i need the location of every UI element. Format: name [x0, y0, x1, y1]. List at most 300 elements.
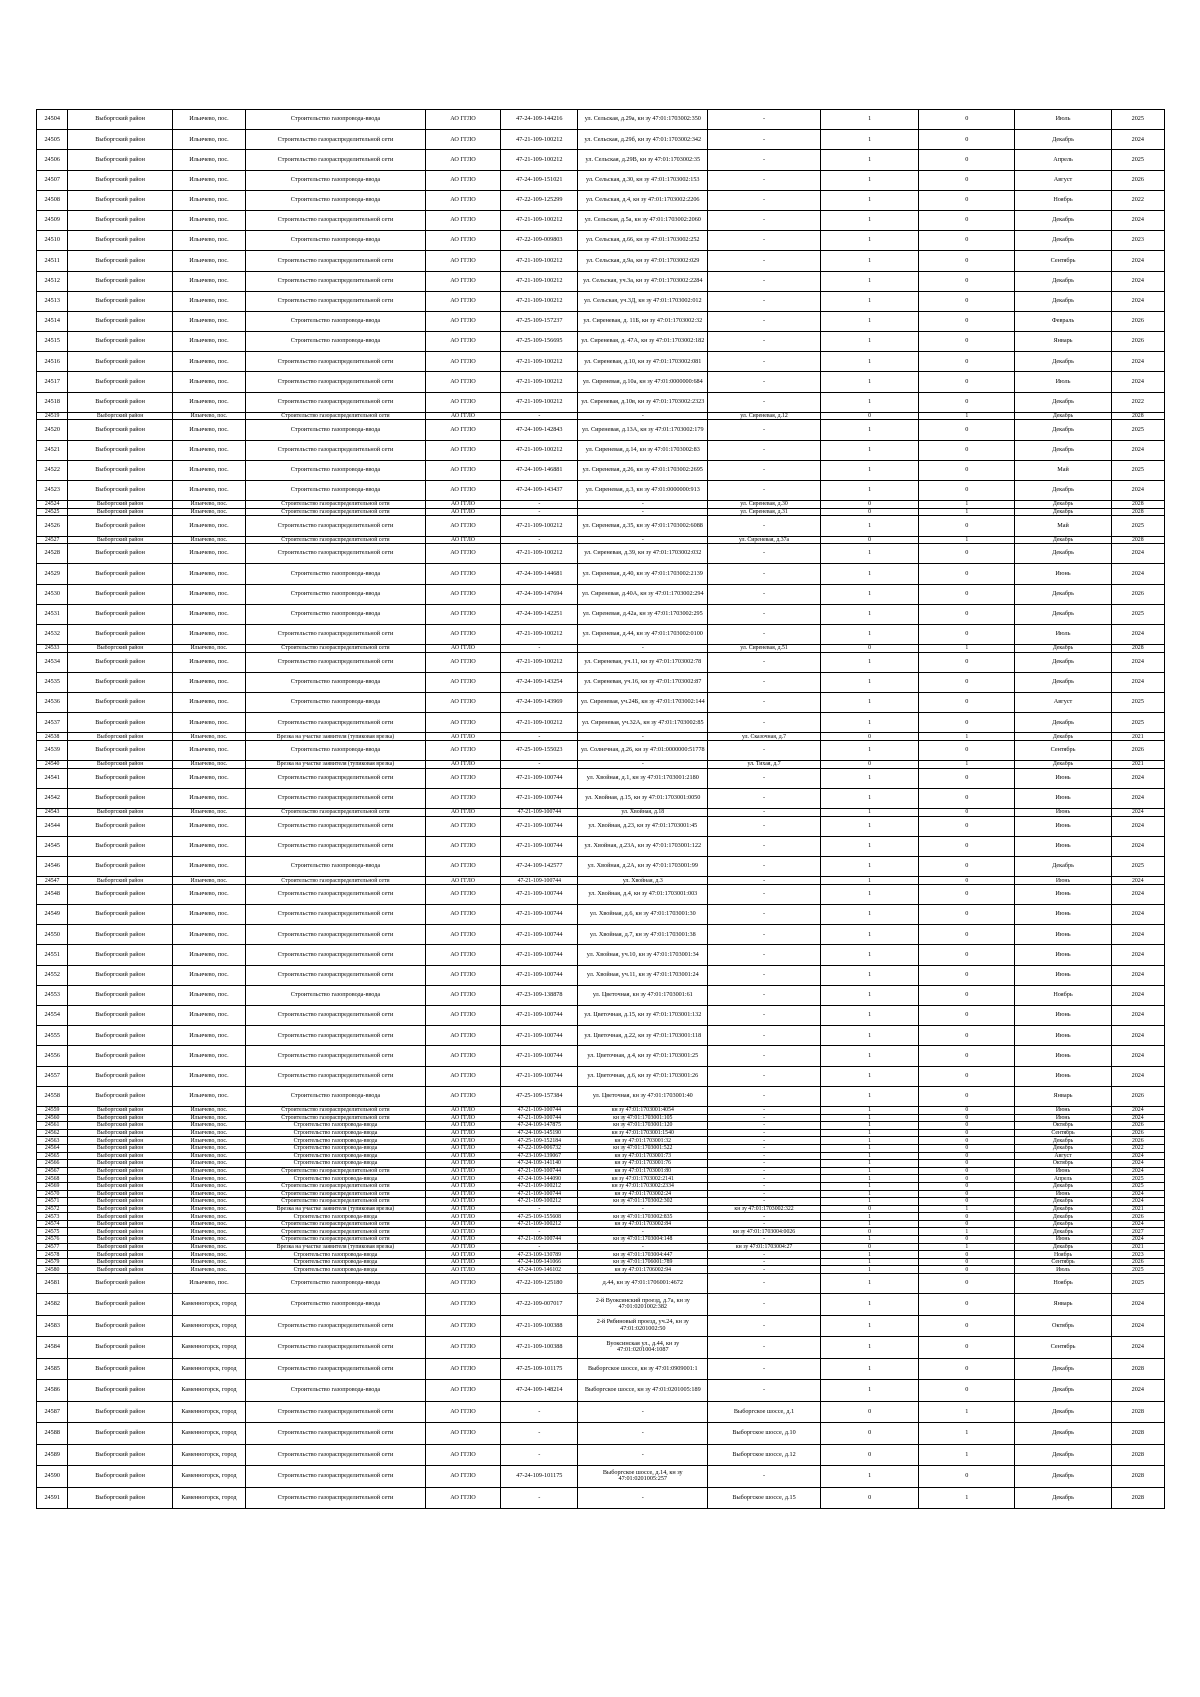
cell-count-b: 0: [919, 1144, 1015, 1152]
cell-work-type: Строительство газопровода-ввода: [246, 1144, 426, 1152]
cell-settlement: Ильичево, пос.: [172, 1251, 245, 1259]
cell-settlement: Ильичево, пос.: [172, 945, 245, 965]
cell-district: Выборгский район: [68, 1160, 173, 1168]
cell-count-b: 0: [919, 965, 1015, 985]
cell-address-cadastral: ул. Хвойная, д.1, кн зу 47:01:1703001:2180: [578, 768, 708, 788]
cell-row-number: 24520: [37, 420, 68, 440]
table-row: [37, 1182, 1165, 1190]
cell-address-cadastral: ул. Солнечная, д.26, кн зу 47:01:0000000:51778: [578, 741, 708, 761]
cell-district: Выборгский район: [68, 857, 173, 877]
cell-row-number: 24523: [37, 480, 68, 500]
cell-work-type: Строительство газопровода-ввода: [246, 857, 426, 877]
cell-count-a: 1: [821, 1122, 919, 1130]
cell-month: Июль: [1015, 1266, 1111, 1274]
cell-month: Май: [1015, 460, 1111, 480]
cell-work-type: Строительство газораспределительной сети: [246, 925, 426, 945]
cell-request-number: 47-21-109-100212: [501, 652, 578, 672]
table-row: [37, 788, 1165, 808]
table-row: [37, 768, 1165, 788]
table-row: [37, 1006, 1165, 1026]
cell-count-b: 0: [919, 392, 1015, 412]
table-row: [37, 130, 1165, 150]
cell-month: Июнь: [1015, 1190, 1111, 1198]
cell-row-number: 24567: [37, 1167, 68, 1175]
cell-year: 2028: [1111, 1401, 1164, 1423]
cell-count-b: 0: [919, 1182, 1015, 1190]
cell-month: Июнь: [1015, 965, 1111, 985]
cell-month: Май: [1015, 516, 1111, 536]
cell-work-type: Строительство газораспределительной сети: [246, 544, 426, 564]
cell-count-a: 1: [821, 372, 919, 392]
cell-organization: АО ГГЛО: [425, 190, 500, 210]
cell-row-number: 24554: [37, 1006, 68, 1026]
cell-request-number: 47-25-109-157384: [501, 1086, 578, 1106]
cell-address-cadastral: -: [578, 645, 708, 653]
cell-request-number: 47-21-109-100744: [501, 1114, 578, 1122]
cell-year: 2024: [1111, 1190, 1164, 1198]
cell-count-a: 0: [821, 536, 919, 544]
cell-count-a: 1: [821, 1380, 919, 1402]
cell-settlement: Ильичево, пос.: [172, 1106, 245, 1114]
cell-count-a: 1: [821, 480, 919, 500]
cell-year: 2025: [1111, 110, 1164, 130]
cell-address-cadastral: ул. Цветочная, кн зу 47:01:1703001:40: [578, 1086, 708, 1106]
cell-work-type: Строительство газораспределительной сети: [246, 130, 426, 150]
cell-organization: АО ГГЛО: [425, 877, 500, 885]
cell-year: 2024: [1111, 1026, 1164, 1046]
cell-month: Январь: [1015, 1086, 1111, 1106]
cell-work-type: Строительство газопровода-ввода: [246, 604, 426, 624]
cell-count-b: 0: [919, 1466, 1015, 1488]
cell-work-type: Строительство газораспределительной сети: [246, 1358, 426, 1380]
cell-year: 2026: [1111, 1213, 1164, 1221]
cell-row-number: 24516: [37, 352, 68, 372]
cell-count-b: 0: [919, 1152, 1015, 1160]
cell-address: -: [708, 1144, 821, 1152]
cell-address: -: [708, 1086, 821, 1106]
cell-address-cadastral: ул. Хвойная, уч.11, кн зу 47:01:1703001:24: [578, 965, 708, 985]
cell-count-b: 0: [919, 440, 1015, 460]
cell-request-number: 47-25-109-155023: [501, 741, 578, 761]
cell-row-number: 24504: [37, 110, 68, 130]
cell-count-b: 0: [919, 1251, 1015, 1259]
cell-settlement: Ильичево, пос.: [172, 412, 245, 420]
cell-district: Выборгский район: [68, 624, 173, 644]
cell-work-type: Врезка на участке заявителя (тупиковая врезка): [246, 1205, 426, 1213]
cell-settlement: Каменногорск, город: [172, 1337, 245, 1359]
cell-month: Сентябрь: [1015, 251, 1111, 271]
cell-count-b: 0: [919, 1046, 1015, 1066]
cell-month: Декабрь: [1015, 480, 1111, 500]
cell-year: 2028: [1111, 645, 1164, 653]
cell-district: Выборгский район: [68, 332, 173, 352]
cell-district: Выборгский район: [68, 440, 173, 460]
cell-address: -: [708, 170, 821, 190]
cell-organization: АО ГГЛО: [425, 508, 500, 516]
cell-address-cadastral: -: [578, 501, 708, 509]
cell-settlement: Ильичево, пос.: [172, 190, 245, 210]
cell-work-type: Строительство газопровода-ввода: [246, 1086, 426, 1106]
cell-address: -: [708, 1137, 821, 1145]
cell-work-type: Строительство газораспределительной сети: [246, 392, 426, 412]
cell-count-b: 1: [919, 1243, 1015, 1251]
cell-month: Декабрь: [1015, 645, 1111, 653]
cell-row-number: 24570: [37, 1190, 68, 1198]
cell-year: 2026: [1111, 1122, 1164, 1130]
cell-year: 2025: [1111, 604, 1164, 624]
table-row: [37, 1205, 1165, 1213]
cell-year: 2024: [1111, 1337, 1164, 1359]
cell-row-number: 24572: [37, 1205, 68, 1213]
cell-organization: АО ГГЛО: [425, 251, 500, 271]
cell-row-number: 24515: [37, 332, 68, 352]
cell-work-type: Строительство газораспределительной сети: [246, 1006, 426, 1026]
cell-work-type: Строительство газораспределительной сети: [246, 210, 426, 230]
cell-year: 2026: [1111, 1137, 1164, 1145]
cell-count-a: 1: [821, 925, 919, 945]
cell-district: Выборгский район: [68, 544, 173, 564]
cell-request-number: 47-25-109-155608: [501, 1213, 578, 1221]
cell-district: Выборгский район: [68, 877, 173, 885]
cell-organization: АО ГГЛО: [425, 1106, 500, 1114]
cell-address-cadastral: ул. Сельская, д.30, кн зу 47:01:1703002:153: [578, 170, 708, 190]
cell-month: Август: [1015, 1152, 1111, 1160]
cell-count-a: 0: [821, 1401, 919, 1423]
table-row: [37, 836, 1165, 856]
cell-district: Выборгский район: [68, 1152, 173, 1160]
cell-request-number: 47-24-109-142577: [501, 857, 578, 877]
cell-count-b: 0: [919, 1213, 1015, 1221]
cell-address: -: [708, 584, 821, 604]
cell-address-cadastral: кн зу 47:01:1706001:789: [578, 1258, 708, 1266]
cell-count-a: 1: [821, 110, 919, 130]
cell-work-type: Строительство газораспределительной сети: [246, 412, 426, 420]
cell-address-cadastral: ул. Хвойная, уч.10, кн зу 47:01:1703001:34: [578, 945, 708, 965]
cell-request-number: 47-21-109-100744: [501, 1106, 578, 1114]
table-row: [37, 1086, 1165, 1106]
cell-address: ул. Сиреневая, д.12: [708, 412, 821, 420]
cell-organization: АО ГГЛО: [425, 884, 500, 904]
cell-request-number: 47-21-109-100212: [501, 392, 578, 412]
cell-count-a: 1: [821, 231, 919, 251]
table-row: [37, 1220, 1165, 1228]
cell-district: Выборгский район: [68, 1444, 173, 1466]
cell-district: Выборгский район: [68, 1274, 173, 1294]
table-row: [37, 536, 1165, 544]
cell-count-a: 1: [821, 1337, 919, 1359]
cell-request-number: 47-21-109-100212: [501, 251, 578, 271]
cell-count-b: 0: [919, 231, 1015, 251]
cell-work-type: Строительство газопровода-ввода: [246, 1160, 426, 1168]
cell-count-b: 1: [919, 645, 1015, 653]
cell-work-type: Строительство газопровода-ввода: [246, 332, 426, 352]
table-row: [37, 1358, 1165, 1380]
cell-count-b: 0: [919, 1160, 1015, 1168]
cell-settlement: Ильичево, пос.: [172, 1266, 245, 1274]
cell-settlement: Ильичево, пос.: [172, 604, 245, 624]
cell-address-cadastral: ул. Сиреневая, уч.11, кн зу 47:01:1703002:78: [578, 652, 708, 672]
cell-address-cadastral: кн зу 47:01:1703001:522: [578, 1144, 708, 1152]
cell-row-number: 24506: [37, 150, 68, 170]
cell-row-number: 24517: [37, 372, 68, 392]
cell-year: 2024: [1111, 440, 1164, 460]
cell-year: 2024: [1111, 985, 1164, 1005]
table-row: [37, 1167, 1165, 1175]
table-row: [37, 291, 1165, 311]
table-row: [37, 1152, 1165, 1160]
cell-district: Выборгский район: [68, 1258, 173, 1266]
cell-district: Выборгский район: [68, 1046, 173, 1066]
cell-work-type: Строительство газораспределительной сети: [246, 150, 426, 170]
table-row: [37, 412, 1165, 420]
cell-address-cadastral: ул. Сиреневая, д.14, кн зу 47:01:1703002:83: [578, 440, 708, 460]
cell-work-type: Строительство газораспределительной сети: [246, 1228, 426, 1236]
cell-address: -: [708, 1160, 821, 1168]
cell-count-b: 0: [919, 110, 1015, 130]
cell-district: Выборгский район: [68, 501, 173, 509]
cell-request-number: 47-21-109-100212: [501, 516, 578, 536]
cell-year: 2024: [1111, 1106, 1164, 1114]
cell-row-number: 24511: [37, 251, 68, 271]
cell-address: -: [708, 672, 821, 692]
cell-count-a: 1: [821, 985, 919, 1005]
cell-count-a: 1: [821, 1198, 919, 1206]
cell-month: Декабрь: [1015, 1487, 1111, 1509]
cell-address: -: [708, 352, 821, 372]
cell-address-cadastral: кн зу 47:01:1703001:105: [578, 1114, 708, 1122]
cell-request-number: -: [501, 761, 578, 769]
cell-organization: АО ГГЛО: [425, 291, 500, 311]
cell-year: 2024: [1111, 1315, 1164, 1337]
cell-district: Выборгский район: [68, 652, 173, 672]
cell-address: -: [708, 1466, 821, 1488]
table-row: [37, 372, 1165, 392]
cell-organization: АО ГГЛО: [425, 1137, 500, 1145]
cell-district: Выборгский район: [68, 1066, 173, 1086]
cell-month: Июнь: [1015, 836, 1111, 856]
cell-count-b: 0: [919, 1337, 1015, 1359]
cell-address-cadastral: ул. Сельская, уч.3а, кн зу 47:01:1703002:2284: [578, 271, 708, 291]
cell-organization: АО ГГЛО: [425, 440, 500, 460]
table-row: [37, 1294, 1165, 1316]
cell-year: 2024: [1111, 1236, 1164, 1244]
cell-count-a: 1: [821, 460, 919, 480]
cell-request-number: 47-21-109-100388: [501, 1337, 578, 1359]
cell-row-number: 24548: [37, 884, 68, 904]
cell-row-number: 24569: [37, 1182, 68, 1190]
registry-table: [36, 109, 1165, 1509]
cell-count-a: 1: [821, 352, 919, 372]
cell-district: Выборгский район: [68, 584, 173, 604]
cell-month: Декабрь: [1015, 1423, 1111, 1445]
cell-address: -: [708, 965, 821, 985]
cell-district: Выборгский район: [68, 1213, 173, 1221]
cell-address-cadastral: 2-й Рябиновый проезд, уч.24, кн зу 47:01:0201002:50: [578, 1315, 708, 1337]
cell-month: Июль: [1015, 110, 1111, 130]
cell-month: Июнь: [1015, 1046, 1111, 1066]
table-row: [37, 1066, 1165, 1086]
cell-work-type: Строительство газопровода-ввода: [246, 985, 426, 1005]
cell-request-number: -: [501, 1423, 578, 1445]
cell-settlement: Ильичево, пос.: [172, 210, 245, 230]
cell-count-b: 0: [919, 271, 1015, 291]
cell-address-cadastral: -: [578, 1401, 708, 1423]
cell-count-b: 0: [919, 836, 1015, 856]
cell-address: -: [708, 150, 821, 170]
cell-settlement: Каменногорск, город: [172, 1487, 245, 1509]
cell-year: 2024: [1111, 1066, 1164, 1086]
table-row: [37, 1266, 1165, 1274]
table-row: [37, 693, 1165, 713]
cell-settlement: Ильичево, пос.: [172, 741, 245, 761]
cell-organization: АО ГГЛО: [425, 713, 500, 733]
cell-request-number: 47-21-109-100212: [501, 1220, 578, 1228]
cell-year: 2024: [1111, 836, 1164, 856]
cell-count-a: 1: [821, 150, 919, 170]
cell-count-b: 0: [919, 1274, 1015, 1294]
cell-count-b: 0: [919, 1258, 1015, 1266]
cell-count-b: 0: [919, 130, 1015, 150]
cell-month: Декабрь: [1015, 733, 1111, 741]
cell-count-b: 0: [919, 884, 1015, 904]
cell-month: Июнь: [1015, 877, 1111, 885]
cell-count-a: 1: [821, 584, 919, 604]
cell-year: 2026: [1111, 1129, 1164, 1137]
cell-address-cadastral: ул. Сельская, д.66, кн зу 47:01:1703002:252: [578, 231, 708, 251]
cell-count-b: 1: [919, 1423, 1015, 1445]
cell-work-type: Строительство газораспределительной сети: [246, 788, 426, 808]
table-row: [37, 1274, 1165, 1294]
cell-request-number: 47-21-109-100744: [501, 925, 578, 945]
cell-year: 2028: [1111, 1358, 1164, 1380]
cell-request-number: 47-21-109-100744: [501, 816, 578, 836]
cell-month: Октябрь: [1015, 1160, 1111, 1168]
cell-organization: АО ГГЛО: [425, 1315, 500, 1337]
cell-month: Июнь: [1015, 1066, 1111, 1086]
table-row: [37, 857, 1165, 877]
cell-address-cadastral: Выборгское шоссе, кн зу 47:01:0201005:189: [578, 1380, 708, 1402]
cell-count-b: 1: [919, 1487, 1015, 1509]
cell-year: 2026: [1111, 170, 1164, 190]
cell-year: 2023: [1111, 1251, 1164, 1259]
cell-month: Декабрь: [1015, 501, 1111, 509]
cell-year: 2024: [1111, 1380, 1164, 1402]
cell-row-number: 24510: [37, 231, 68, 251]
cell-address-cadastral: ул. Хвойная, д.23, кн зу 47:01:1703001:45: [578, 816, 708, 836]
cell-month: Октябрь: [1015, 1315, 1111, 1337]
cell-settlement: Ильичево, пос.: [172, 352, 245, 372]
cell-row-number: 24542: [37, 788, 68, 808]
cell-request-number: 47-21-109-100212: [501, 150, 578, 170]
cell-settlement: Каменногорск, город: [172, 1466, 245, 1488]
cell-district: Выборгский район: [68, 768, 173, 788]
cell-work-type: Строительство газопровода-ввода: [246, 1274, 426, 1294]
cell-work-type: Строительство газопровода-ввода: [246, 231, 426, 251]
cell-settlement: Ильичево, пос.: [172, 536, 245, 544]
cell-settlement: Ильичево, пос.: [172, 332, 245, 352]
cell-year: 2028: [1111, 1444, 1164, 1466]
cell-address-cadastral: ул. Сельская, д.4, кн зу 47:01:1703002:2206: [578, 190, 708, 210]
cell-row-number: 24540: [37, 761, 68, 769]
cell-address-cadastral: ул. Сиреневая, д.13А, кн зу 47:01:1703002:179: [578, 420, 708, 440]
cell-request-number: -: [501, 412, 578, 420]
cell-district: Выборгский район: [68, 352, 173, 372]
cell-address-cadastral: ул. Хвойная, д.18: [578, 809, 708, 817]
table-row: [37, 1236, 1165, 1244]
cell-settlement: Ильичево, пос.: [172, 836, 245, 856]
cell-count-a: 1: [821, 291, 919, 311]
cell-count-b: 0: [919, 672, 1015, 692]
cell-year: 2024: [1111, 965, 1164, 985]
cell-settlement: Ильичево, пос.: [172, 1213, 245, 1221]
cell-row-number: 24512: [37, 271, 68, 291]
table-row: [37, 352, 1165, 372]
cell-address: -: [708, 251, 821, 271]
cell-district: Выборгский район: [68, 392, 173, 412]
cell-address-cadastral: ул. Сельская, д.29В, кн зу 47:01:1703002:35: [578, 150, 708, 170]
cell-month: Декабрь: [1015, 1228, 1111, 1236]
cell-district: Выборгский район: [68, 1175, 173, 1183]
cell-row-number: 24545: [37, 836, 68, 856]
cell-organization: АО ГГЛО: [425, 1046, 500, 1066]
cell-settlement: Ильичево, пос.: [172, 508, 245, 516]
cell-address-cadastral: кн зу 47:01:1706002:94: [578, 1266, 708, 1274]
cell-count-a: 1: [821, 440, 919, 460]
cell-row-number: 24547: [37, 877, 68, 885]
cell-organization: АО ГГЛО: [425, 645, 500, 653]
cell-row-number: 24546: [37, 857, 68, 877]
cell-row-number: 24583: [37, 1315, 68, 1337]
cell-row-number: 24564: [37, 1144, 68, 1152]
cell-count-a: 1: [821, 1220, 919, 1228]
cell-row-number: 24581: [37, 1274, 68, 1294]
cell-month: Декабрь: [1015, 1466, 1111, 1488]
cell-settlement: Ильичево, пос.: [172, 761, 245, 769]
table-row: [37, 645, 1165, 653]
cell-settlement: Ильичево, пос.: [172, 1198, 245, 1206]
cell-year: 2028: [1111, 508, 1164, 516]
table-row: [37, 544, 1165, 564]
cell-year: 2024: [1111, 905, 1164, 925]
cell-request-number: 47-25-109-157237: [501, 311, 578, 331]
cell-organization: АО ГГЛО: [425, 460, 500, 480]
cell-address: -: [708, 392, 821, 412]
table-row: [37, 884, 1165, 904]
cell-year: 2025: [1111, 420, 1164, 440]
cell-count-b: 0: [919, 564, 1015, 584]
cell-year: 2024: [1111, 1160, 1164, 1168]
cell-address-cadastral: ул. Сиреневая, д.26, кн зу 47:01:1703002:2695: [578, 460, 708, 480]
cell-district: Выборгский район: [68, 1380, 173, 1402]
cell-organization: АО ГГЛО: [425, 501, 500, 509]
cell-count-b: 0: [919, 170, 1015, 190]
cell-request-number: 47-21-109-100744: [501, 1236, 578, 1244]
cell-count-b: 0: [919, 1026, 1015, 1046]
cell-organization: АО ГГЛО: [425, 271, 500, 291]
cell-request-number: 47-21-109-100388: [501, 1315, 578, 1337]
table-row: [37, 1198, 1165, 1206]
cell-address-cadastral: ул. Сиреневая, д.40, кн зу 47:01:1703002:2139: [578, 564, 708, 584]
table-row: [37, 761, 1165, 769]
cell-year: 2024: [1111, 809, 1164, 817]
cell-district: Выборгский район: [68, 150, 173, 170]
cell-year: 2025: [1111, 693, 1164, 713]
cell-month: Июнь: [1015, 945, 1111, 965]
cell-organization: АО ГГЛО: [425, 985, 500, 1005]
cell-count-a: 1: [821, 564, 919, 584]
cell-count-a: 1: [821, 1152, 919, 1160]
cell-settlement: Ильичево, пос.: [172, 1129, 245, 1137]
